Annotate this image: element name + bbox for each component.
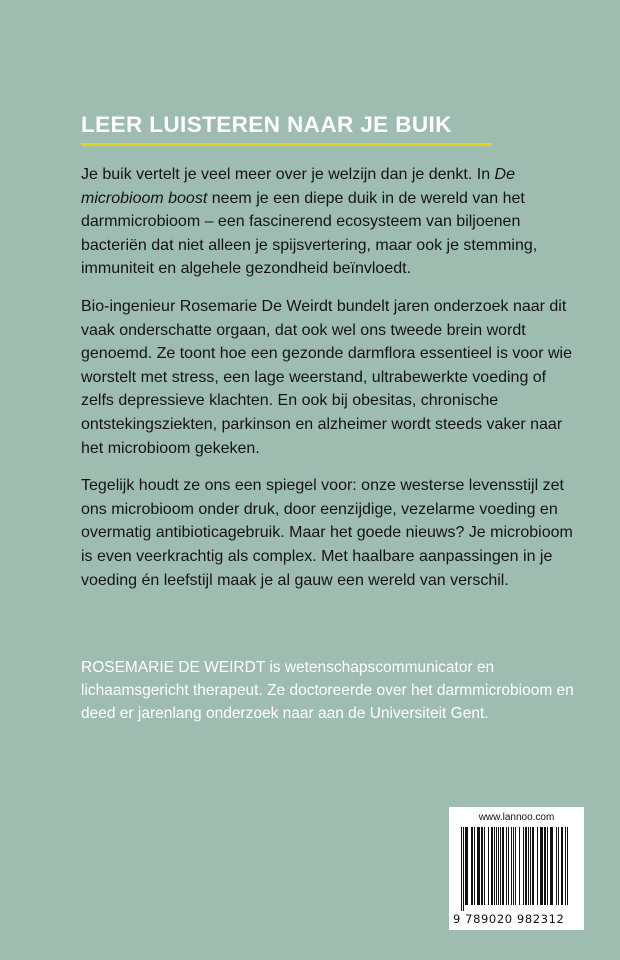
blurb-paragraph-1-text-a: Je buik vertelt je veel meer over je welzijn dan je denkt. In [81,166,495,183]
headline-underline [81,143,492,146]
publisher-url: www.lannoo.com [478,812,555,823]
blurb-paragraph-2: Bio-ingenieur Rosemarie De Weirdt bundelt jaren onderzoek naar dit vaak onderschatte orgaan, dat ook wel ons tweede brein wordt genoemd. Ze toont hoe een gezonde darmflora essentieel is voor wie worstelt met stress, een lage weerstand, ultrabewerkte voeding of zelfs depressieve klachten. En ook bij obesitas, chronische ontstekingsziekten, parkinson en alzheimer wordt steeds vaker naar het microbioom gekeken. [81,297,572,457]
barcode-block [449,807,584,930]
barcode-icon [459,827,575,911]
blurb-paragraph-1-text-b: neem je een diepe duik in de wereld van het darmmicrobioom – een fascinerend ecosysteem van biljoenen bacteriën dat niet alleen je spijsvertering, maar ook je stemming, immuniteit en algehele gezondheid beïnvloedt. [81,189,538,278]
blurb-paragraph-3: Tegelijk houdt ze ons een spiegel voor: onze westerse levensstijl zet ons microbioom onder druk, door eenzijdige, vezelarme voeding en overmatig antibioticagebruik. Maar het goede nieuws? Je microbioom is even veerkrachtig als complex. Met haalbare aanpassingen in je voeding én leefstijl maak je al gauw een wereld van verschil. [81,477,573,589]
author-bio: ROSEMARIE DE WEIRDT is wetenschapscommunicator en lichaamsgericht therapeut. Ze doctoreerde over het darmmicrobioom en deed er jarenlang onderzoek naar aan de Universiteit Gent. [81,659,574,723]
blurb-paragraph-1 [81,163,581,281]
book-title: De microbioom boost [81,166,515,207]
headline: LEER LUISTEREN NAAR JE BUIK [81,112,452,137]
isbn-number: 9 789020 982312 [453,912,565,926]
blurb [81,163,581,606]
